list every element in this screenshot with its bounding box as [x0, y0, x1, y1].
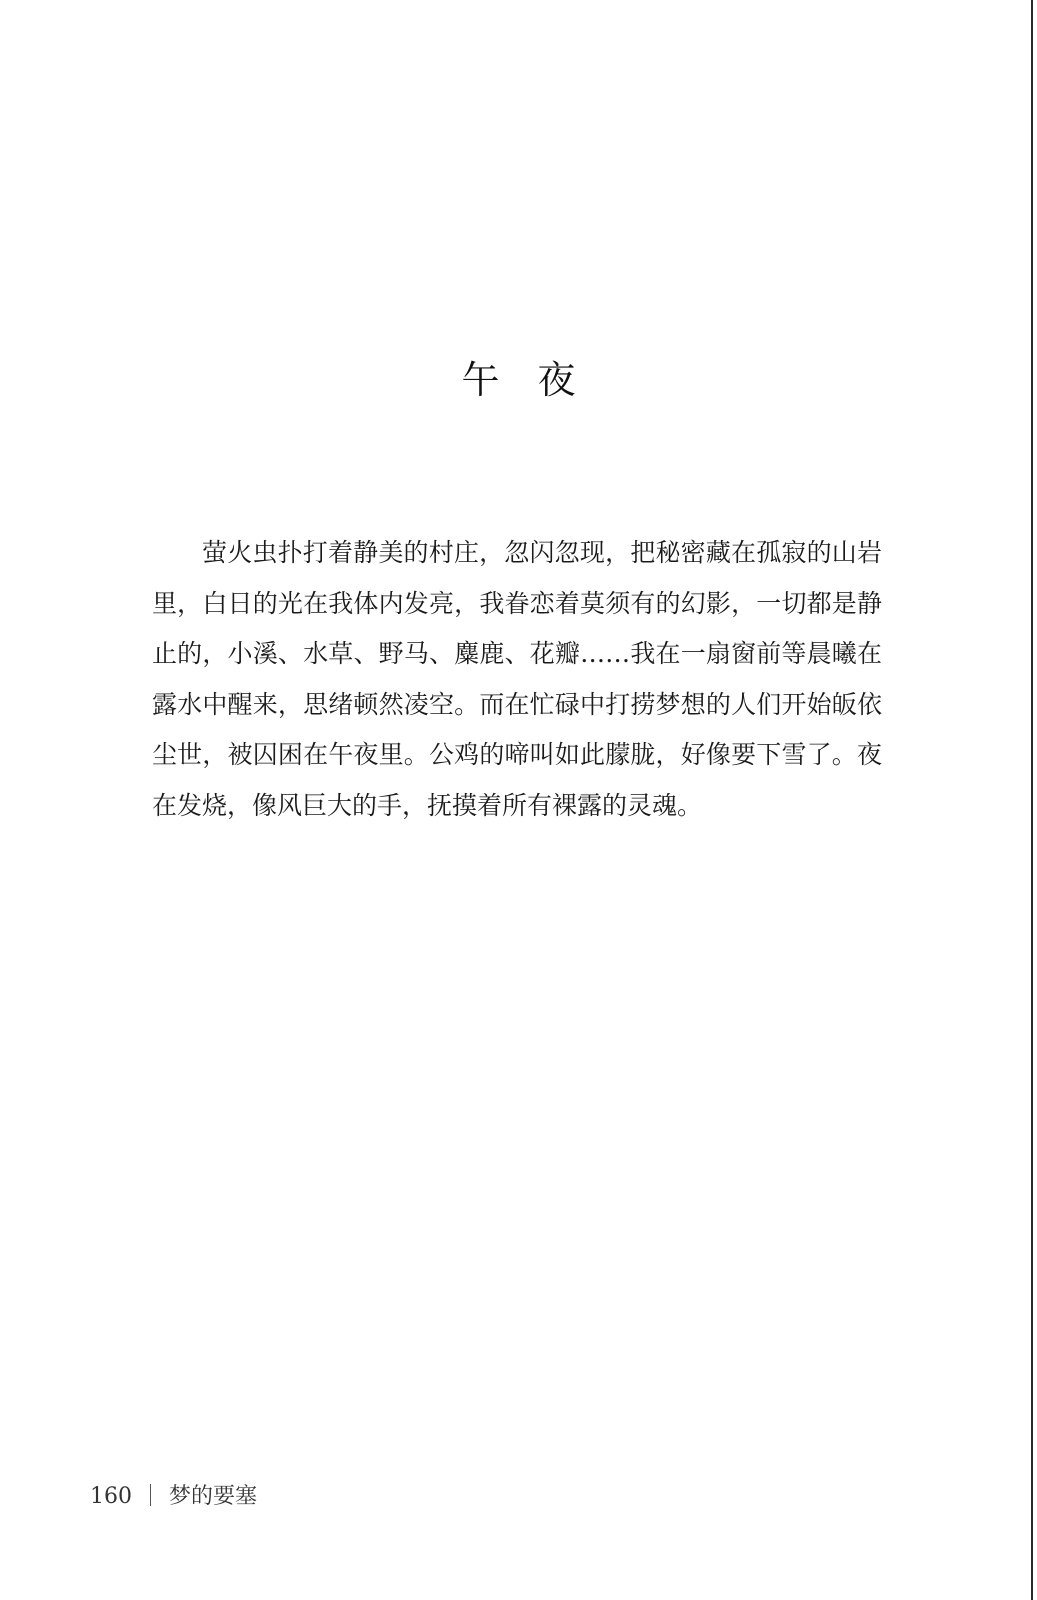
page-footer [90, 1482, 257, 1512]
page-edge-line [1031, 0, 1033, 1600]
paragraph: 萤火虫扑打着静美的村庄，忽闪忽现，把秘密藏在孤寂的山岩里，白日的光在我体内发亮，我眷恋着莫须有的幻影，一切都是静止的，小溪、水草、野马、麋鹿、花瓣……我在一扇窗前等晨曦在露水中醒来，思绪顿然凌空。而在忙碌中打捞梦想的人们开始皈依尘世，被囚困在午夜里。公鸡的啼叫如此朦胧，好像要下雪了。夜在发烧，像风巨大的手，抚摸着所有裸露的灵魂。 [152, 538, 882, 820]
book-title: 梦的要塞 [169, 1484, 258, 1509]
page-number: 160 [90, 1484, 132, 1509]
footer-separator [150, 1484, 151, 1506]
body-text [152, 528, 882, 831]
chapter-title: 午夜 [461, 358, 614, 402]
